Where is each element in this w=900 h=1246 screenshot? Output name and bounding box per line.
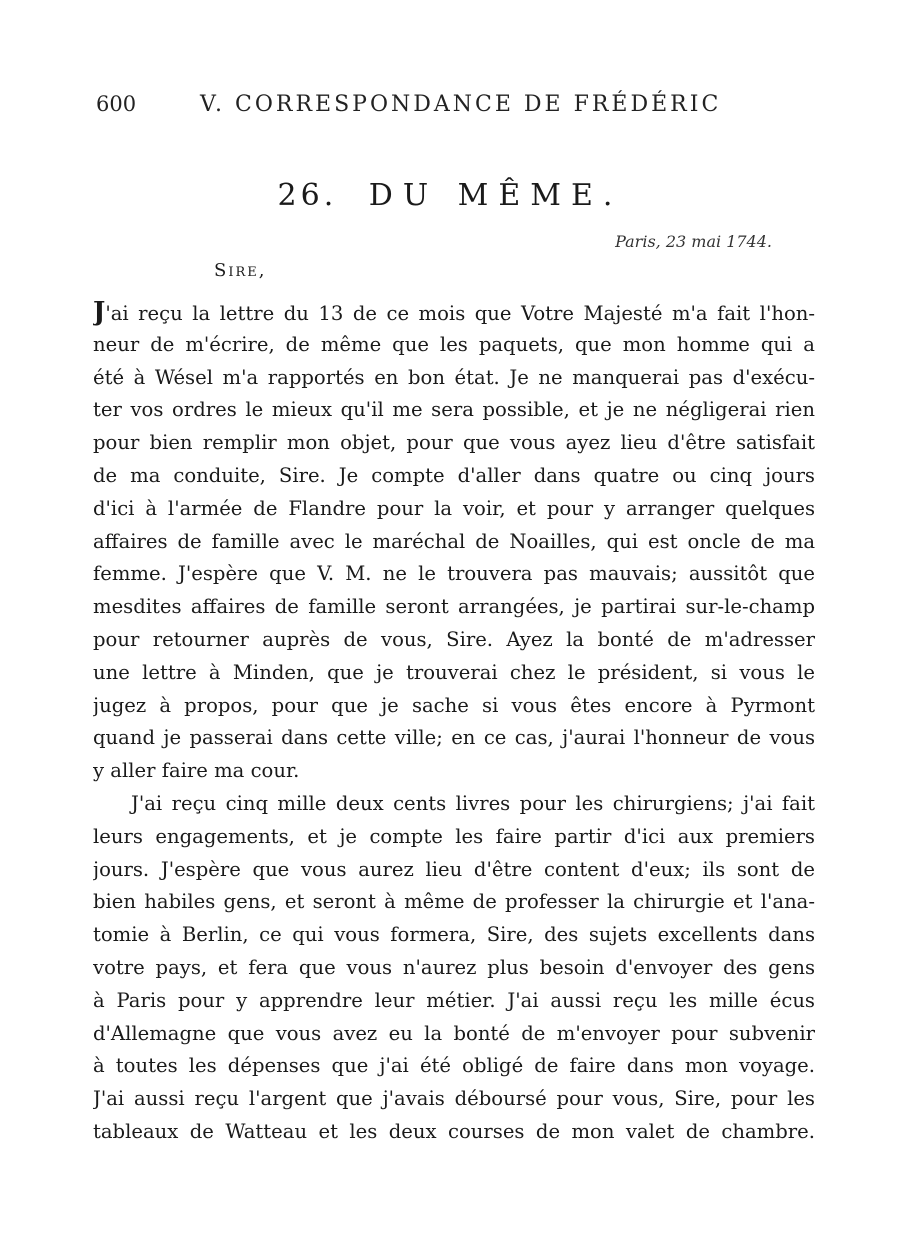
letter-number: 26. (277, 178, 338, 213)
text-line: neur de m'écrire, de même que les paquets, que mon homme qui a (93, 332, 815, 356)
letter-heading (0, 178, 900, 213)
page-number: 600 (96, 92, 137, 116)
text-line: quand je passerai dans cette ville; en ce cas, j'aurai l'honneur de vous (93, 726, 815, 750)
text-line: une lettre à Minden, que je trouverai chez le président, si vous le (93, 660, 815, 684)
letter-dateline: Paris, 23 mai 1744. (615, 232, 772, 251)
text-line: affaires de famille avec le maréchal de Noailles, qui est oncle de ma (93, 529, 815, 553)
text-line: J'ai aussi reçu l'argent que j'avais déboursé pour vous, Sire, pour les (93, 1087, 815, 1111)
text-line: d'ici à l'armée de Flandre pour la voir, et pour y arranger quelques (93, 496, 815, 520)
text-line: pour bien remplir mon objet, pour que vous ayez lieu d'être satisfait (93, 431, 815, 455)
text-line: à toutes les dépenses que j'ai été obligé de faire dans mon voyage. (93, 1054, 815, 1078)
letter-salutation: Sire, (214, 260, 267, 281)
text-line: été à Wésel m'a rapportés en bon état. Je ne manquerai pas d'exécu- (93, 365, 815, 389)
text-line: votre pays, et fera que vous n'aurez plus besoin d'envoyer des gens (93, 955, 815, 979)
text-line: ter vos ordres le mieux qu'il me sera possible, et je ne négligerai rien (93, 398, 815, 422)
letter-body (93, 296, 815, 1149)
text-line: J'ai reçu la lettre du 13 de ce mois que Votre Majesté m'a fait l'hon- (93, 297, 815, 327)
running-title: V. CORRESPONDANCE DE FRÉDÉRIC (200, 92, 722, 117)
drop-cap: J (93, 297, 106, 327)
text-line: tomie à Berlin, ce qui vous formera, Sire, des sujets excellents dans (93, 923, 815, 947)
text-line: d'Allemagne que vous avez eu la bonté de m'envoyer pour subvenir (93, 1021, 815, 1045)
text-line: à Paris pour y apprendre leur métier. J'ai aussi reçu les mille écus (93, 988, 815, 1012)
text-line: jours. J'espère que vous aurez lieu d'être content d'eux; ils sont de (93, 857, 815, 881)
text-line: jugez à propos, pour que je sache si vous êtes encore à Pyrmont (93, 693, 815, 717)
text-line: femme. J'espère que V. M. ne le trouvera pas mauvais; aussitôt que (93, 562, 815, 586)
text-line: pour retourner auprès de vous, Sire. Ayez la bonté de m'adresser (93, 627, 815, 651)
text-line: y aller faire ma cour. (93, 759, 300, 783)
text-line: tableaux de Watteau et les deux courses de mon valet de chambre. (93, 1119, 815, 1143)
text-line: de ma conduite, Sire. Je compte d'aller dans quatre ou cinq jours (93, 463, 815, 487)
letter-title: DU MÊME. (368, 178, 623, 213)
text-line: J'ai reçu cinq mille deux cents livres pour les chirurgiens; j'ai fait (131, 791, 815, 815)
text-line: leurs engagements, et je compte les faire partir d'ici aux premiers (93, 824, 815, 848)
running-header (96, 92, 736, 122)
text-line: mesdites affaires de famille seront arrangées, je partirai sur-le-champ (93, 595, 815, 619)
text-line: bien habiles gens, et seront à même de professer la chirurgie et l'ana- (93, 890, 815, 914)
